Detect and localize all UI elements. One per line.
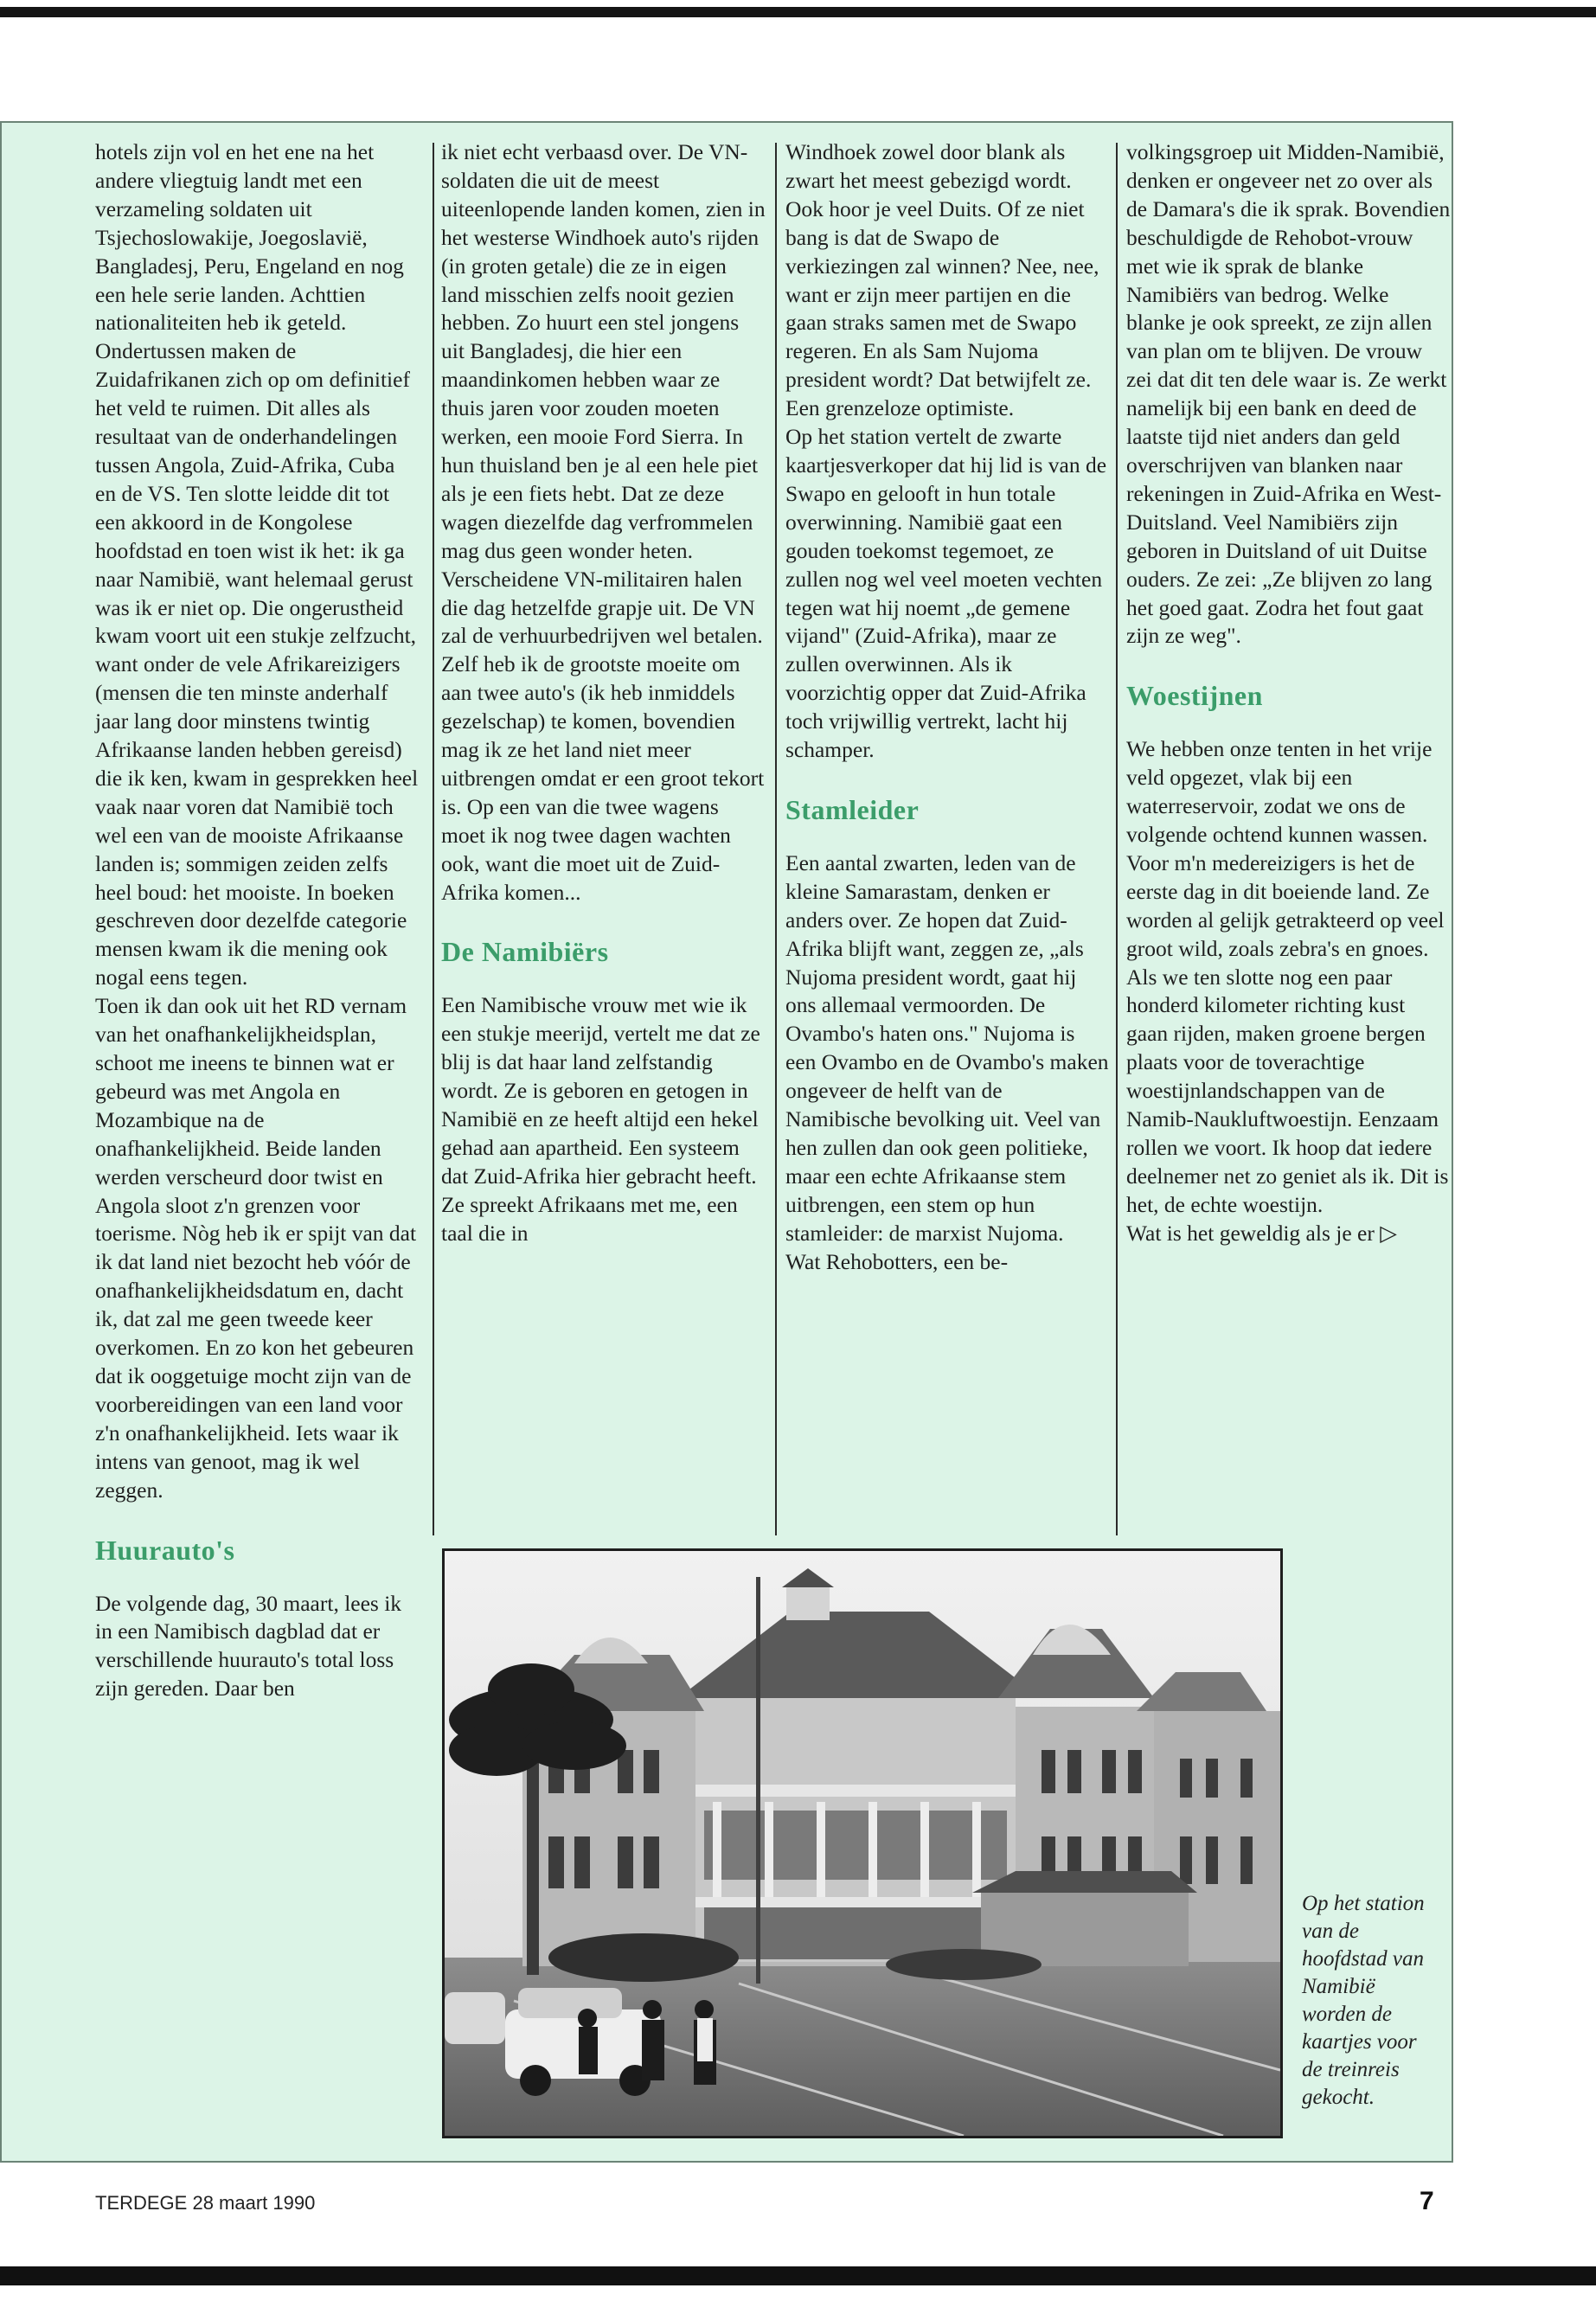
section-heading: De Namibiërs bbox=[441, 936, 609, 968]
article-paragraph: Windhoek zowel door blank als zwart het meest gebezigd wordt. Ook hoor je veel Duits. Of ze niet bang is dat de Swapo de verkiezingen zal winnen? Nee, nee, want er zijn meer partijen en die gaan straks samen met de Swapo regeren. En als Sam Nujoma president wordt? Dat betwijfelt ze. Een grenzeloze optimiste. bbox=[785, 139, 1099, 421]
section-heading: Stamleider bbox=[785, 793, 920, 825]
article-paragraph: hotels zijn vol en het ene na het andere vliegtuig landt met een verzameling soldaten uit Tsjechoslowakije, Joegoslavië, Bangladesj, Peru, Engeland en nog een hele serie landen. Achttien nationaliteiten heb ik geteld. bbox=[95, 139, 404, 336]
column-divider bbox=[1116, 143, 1118, 1535]
article-paragraph: De volgende dag, 30 maart, lees ik in een Namibisch dagblad dat er verschillende huurauto's total loss zijn gereden. Daar ben bbox=[95, 1590, 402, 1702]
article-paragraph: Op het station vertelt de zwarte kaartjesverkoper dat hij lid is van de Swapo en gelooft in hun totale overwinning. Namibië gaat een gouden toekomst tegemoet, ze zullen nog wel veel moeten vechten tegen wat hij noemt „de gemene vijand" (Zuid-Afrika), maar ze zullen overwinnen. Als ik voorzichtig opper dat Zuid-Afrika toch vrijwillig vertrekt, lacht hij schamper. bbox=[785, 424, 1107, 763]
article-paragraph: Ondertussen maken de Zuidafrikanen zich op om definitief het veld te ruimen. Dit alles als resultaat van de onderhandelingen tussen Angola, Zuid-Afrika, Cuba en de VS. Ten slotte leidde dit tot een akkoord in de Kongolese hoofdstad en toen wist ik het: ik ga naar Namibië, want helemaal gerust was ik er niet op. Die ongerustheid kwam voort uit een stukje zelfzucht, want onder de vele Afrikareizigers (mensen die ten minste anderhalf jaar lang door minstens twintig Afrikaanse landen hebben gereisd) die ik ken, kwam in gesprekken heel vaak naar voren dat Namibië toch wel een van de mooiste Afrikaanse landen is; sommigen zeiden zelfs heel boud: het mooiste. In boeken geschreven door dezelfde categorie mensen kwam ik die mening ook nogal eens tegen. bbox=[95, 338, 419, 990]
top-rule bbox=[0, 7, 1596, 17]
article-paragraph: Wat Rehobotters, een be- bbox=[785, 1248, 1009, 1274]
article-paragraph: Verscheidene VN-militairen halen die dag hetzelfde grapje uit. De VN zal de verhuurbedrijven wel betalen. Zelf heb ik de grootste moeite om aan twee auto's (ik heb inmiddels gezelschap) te komen, bovendien mag ik ze het land niet meer uitbrengen omdat er een groot tekort is. Op een van die twee wagens moet ik nog twee dagen wachten ook, want die moet uit de Zuid-Afrika komen... bbox=[441, 566, 765, 905]
section-heading: Huurauto's bbox=[95, 1534, 235, 1566]
column-divider bbox=[433, 143, 434, 1535]
station-photograph bbox=[442, 1548, 1283, 2138]
bottom-rule bbox=[0, 2266, 1596, 2285]
article-column-3 bbox=[785, 138, 1110, 1277]
page-number: 7 bbox=[1420, 2187, 1434, 2215]
section-heading: Woestijnen bbox=[1126, 680, 1263, 712]
article-column-1 bbox=[95, 138, 420, 1703]
article-paragraph: Toen ik dan ook uit het RD vernam van het onafhankelijkheidsplan, schoot me ineens te binnen wat er gebeurd was met Angola en Mozambique na de onafhankelijkheid. Beide landen werden verscheurd door twist en Angola sloot z'n grenzen voor toerisme. Nòg heb ik er spijt van dat ik dat land niet bezocht heb vóór de onafhankelijkheidsdatum en, dacht ik, dat zal me geen tweede keer overkomen. En zo kon het gebeuren dat ik ooggetuige mocht zijn van de voorbereidingen van een land voor z'n onafhankelijkheid. Iets waar ik intens van genoot, mag ik wel zeggen. bbox=[95, 993, 417, 1503]
footer-publication-date: TERDEGE 28 maart 1990 bbox=[95, 2192, 316, 2214]
photo-caption: Op het station van de hoofdstad van Namibië worden de kaartjes voor de treinreis gekocht. bbox=[1302, 1892, 1425, 2109]
article-paragraph: ik niet echt verbaasd over. De VN-soldaten die uit de meest uiteenlopende landen komen, zien in het westerse Windhoek auto's rijden (in groten getale) die ze in eigen land misschien zelfs nooit gezien hebben. Zo huurt een stel jongens uit Bangladesj, die hier een maandinkomen hebben waar ze thuis jaren voor zouden moeten werken, een mooie Ford Sierra. In hun thuisland ben je al een hele piet als je een fiets hebt. Dat ze deze wagen diezelfde dag verfrommelen mag dus geen wonder heten. bbox=[441, 139, 766, 563]
article-paragraph: Een Namibische vrouw met wie ik een stukje meerijd, vertelt me dat ze blij is dat haar land zelfstandig wordt. Ze is geboren en getogen in Namibië en ze heeft altijd een hekel gehad aan apartheid. Een systeem dat Zuid-Afrika hier gebracht heeft. Ze spreekt Afrikaans met me, een taal die in bbox=[441, 992, 760, 1246]
column-divider bbox=[775, 143, 777, 1535]
article-paragraph: We hebben onze tenten in het vrije veld opgezet, vlak bij een waterreservoir, zodat we ons de volgende ochtend kunnen wassen. Voor m'n medereizigers is het de eerste dag in dit boeiende land. Ze worden al gelijk getrakteerd op veel groot wild, zoals zebra's en gnoes. Als we ten slotte nog een paar honderd kilometer richting kust gaan rijden, maken groene bergen plaats voor de toverachtige woestijnlandschappen van de Namib-Naukluftwoestijn. Eenzaam rollen we voort. Ik hoop dat iedere deelnemer net zo geniet als ik. Dit is het, de echte woestijn. bbox=[1126, 736, 1449, 1217]
article-paragraph: Een aantal zwarten, leden van de kleine Samarastam, denken er anders over. Ze hopen dat Zuid-Afrika blijft want, zeggen ze, „als Nujoma president wordt, gaat hij ons allemaal vermoorden. De Ovambo's haten ons." Nujoma is een Ovambo en de Ovambo's maken ongeveer de helft van de Namibische bevolking uit. Veel van hen zullen dan ook geen politieke, maar een echte Afrikaanse stem uitbrengen, een stem op hun stamleider: de marxist Nujoma. bbox=[785, 849, 1109, 1246]
article-column-4 bbox=[1126, 138, 1451, 1248]
article-paragraph: Wat is het geweldig als je er ▷ bbox=[1126, 1220, 1397, 1246]
article-column-2 bbox=[441, 138, 766, 1248]
article-paragraph: volkingsgroep uit Midden-Namibië, denken er ongeveer net zo over als de Damara's die ik sprak. Bovendien beschuldigde de Rehobot-vrouw met wie ik sprak de blanke Namibiërs van bedrog. Welke blanke je ook spreekt, ze zijn allen van plan om te blijven. De vrouw zei dat dit ten dele waar is. Ze werkt namelijk bij een bank en deed de laatste tijd niet anders dan geld overschrijven van blanken naar rekeningen in Zuid-Afrika en West-Duitsland. Veel Namibiërs zijn geboren in Duitsland of uit Duitse ouders. Ze zei: „Ze blijven zo lang het goed gaat. Zodra het fout gaat zijn ze weg". bbox=[1126, 139, 1451, 649]
